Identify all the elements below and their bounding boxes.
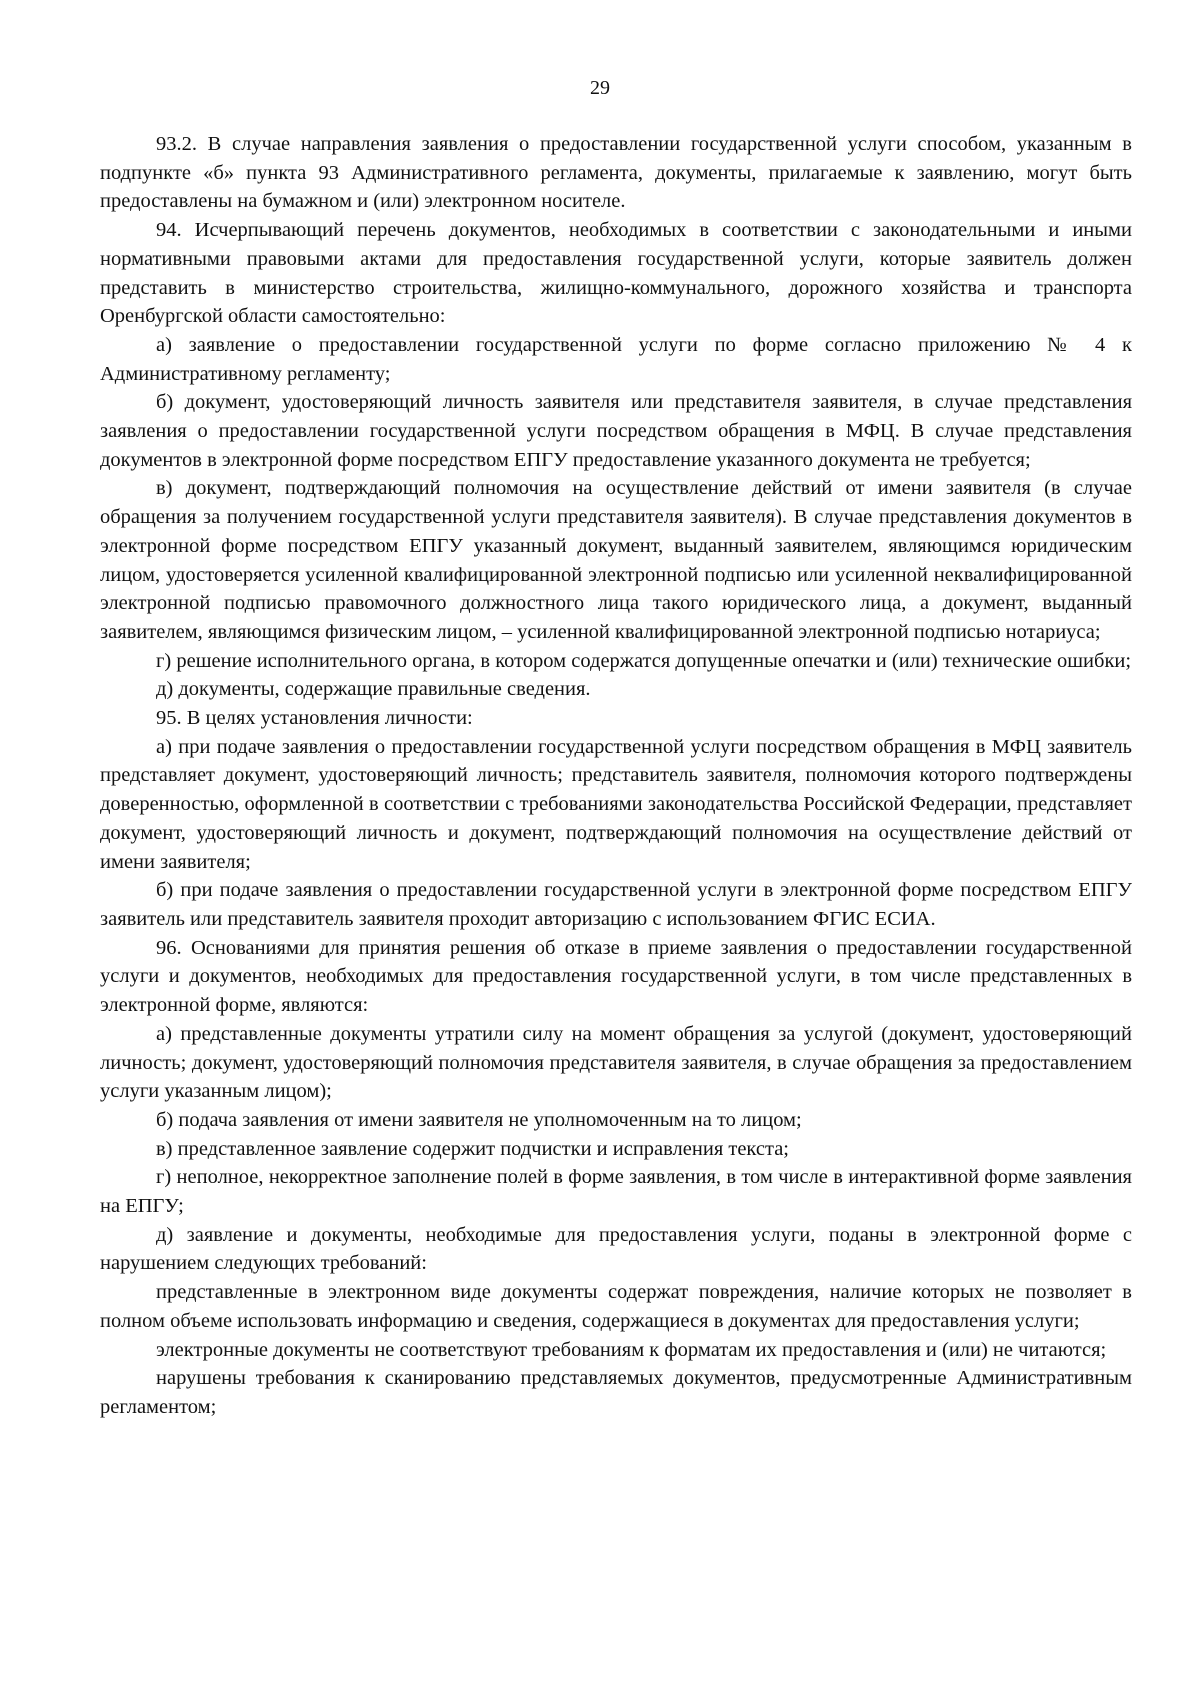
paragraph-94-a: а) заявление о предоставлении государственной услуги по форме согласно приложению № 4 к Административному регламенту; [100,333,1132,385]
paragraph-94: 94. Исчерпывающий перечень документов, необходимых в соответствии с законодательными и иными нормативными правовыми актами для предоставления государственной услуги, которые заявитель должен представить в министерство строительства, жилищно-коммунального, дорожного хозяйства и транспорта Оренбургской области самостоятельно: [100,219,1132,328]
paragraph-96-v: в) представленное заявление содержит подчистки и исправления текста; [156,1137,789,1160]
paragraph-96-d-item-2: электронные документы не соответствуют требованиям к форматам их предоставления и (или) не читаются; [156,1338,1107,1361]
document-body [100,130,1132,1422]
paragraph-95: 95. В целях установления личности: [156,707,473,730]
paragraph-94-g: г) решение исполнительного органа, в котором содержатся допущенные опечатки и (или) технические ошибки; [156,649,1132,672]
paragraph-96-g: г) неполное, некорректное заполнение полей в форме заявления, в том числе в интерактивной форме заявления на ЕПГУ; [100,1166,1132,1218]
paragraph-95-b: б) при подаче заявления о предоставлении государственной услуги в электронной форме посредством ЕПГУ заявитель или представитель заявителя проходит авторизацию с использованием ФГИС ЕСИА. [100,879,1132,930]
paragraph-95-a: а) при подаче заявления о предоставлении государственной услуги посредством обращения в МФЦ заявитель представляет документ, удостоверяющий личность; представитель заявителя, полномочия которого подтверждены доверенностью, оформленной в соответствии с требованиями законодательства Российской Федерации, представляет документ, удостоверяющий личность и документ, подтверждающий полномочия на осуществление действий от имени заявителя; [100,735,1132,873]
paragraph-96-d: д) заявление и документы, необходимые для предоставления услуги, поданы в электронной форме с нарушением следующих требований: [100,1223,1132,1275]
paragraph-96-a: а) представленные документы утратили силу на момент обращения за услугой (документ, удостоверяющий личность; документ, удостоверяющий полномочия представителя заявителя, в случае обращения за предоставлением услуги указанным лицом); [100,1022,1132,1103]
paragraph-96-b: б) подача заявления от имени заявителя не уполномоченным на то лицом; [156,1108,802,1131]
paragraph-96-d-item-3: нарушены требования к сканированию представляемых документов, предусмотренные Административным регламентом; [100,1367,1132,1418]
paragraph-96: 96. Основаниями для принятия решения об отказе в приеме заявления о предоставлении государственной услуги и документов, необходимых для предоставления государственной услуги, в том числе представленных в электронной форме, являются: [100,936,1132,1017]
paragraph-96-d-item-1: представленные в электронном виде документы содержат повреждения, наличие которых не позволяет в полном объеме использовать информацию и сведения, содержащиеся в документах для предоставления услуги; [100,1281,1132,1332]
paragraph-94-b: б) документ, удостоверяющий личность заявителя или представителя заявителя, в случае представления заявления о предоставлении государственной услуги посредством обращения в МФЦ. В случае представления документов в электронной форме посредством ЕПГУ предоставление указанного документа не требуется; [100,391,1132,471]
paragraph-93-2: 93.2. В случае направления заявления о предоставлении государственной услуги способом, указанным в подпункте «б» пункта 93 Административного регламента, документы, прилагаемые к заявлению, могут быть предоставлены на бумажном и (или) электронном носителе. [100,133,1132,213]
paragraph-94-v: в) документ, подтверждающий полномочия на осуществление действий от имени заявителя (в случае обращения за получением государственной услуги представителя заявителя). В случае представления документов в электронной форме посредством ЕПГУ указанный документ, выданный заявителем, являющимся юридическим лицом, удостоверяется усиленной квалифицированной электронной подписью или усиленной неквалифицированной электронной подписью правомочного должностного лица такого юридического лица, а документ, выданный заявителем, являющимся физическим лицом, – усиленной квалифицированной электронной подписью нотариуса; [100,477,1132,643]
page-number: 29 [590,77,610,99]
paragraph-94-d: д) документы, содержащие правильные сведения. [156,678,591,701]
